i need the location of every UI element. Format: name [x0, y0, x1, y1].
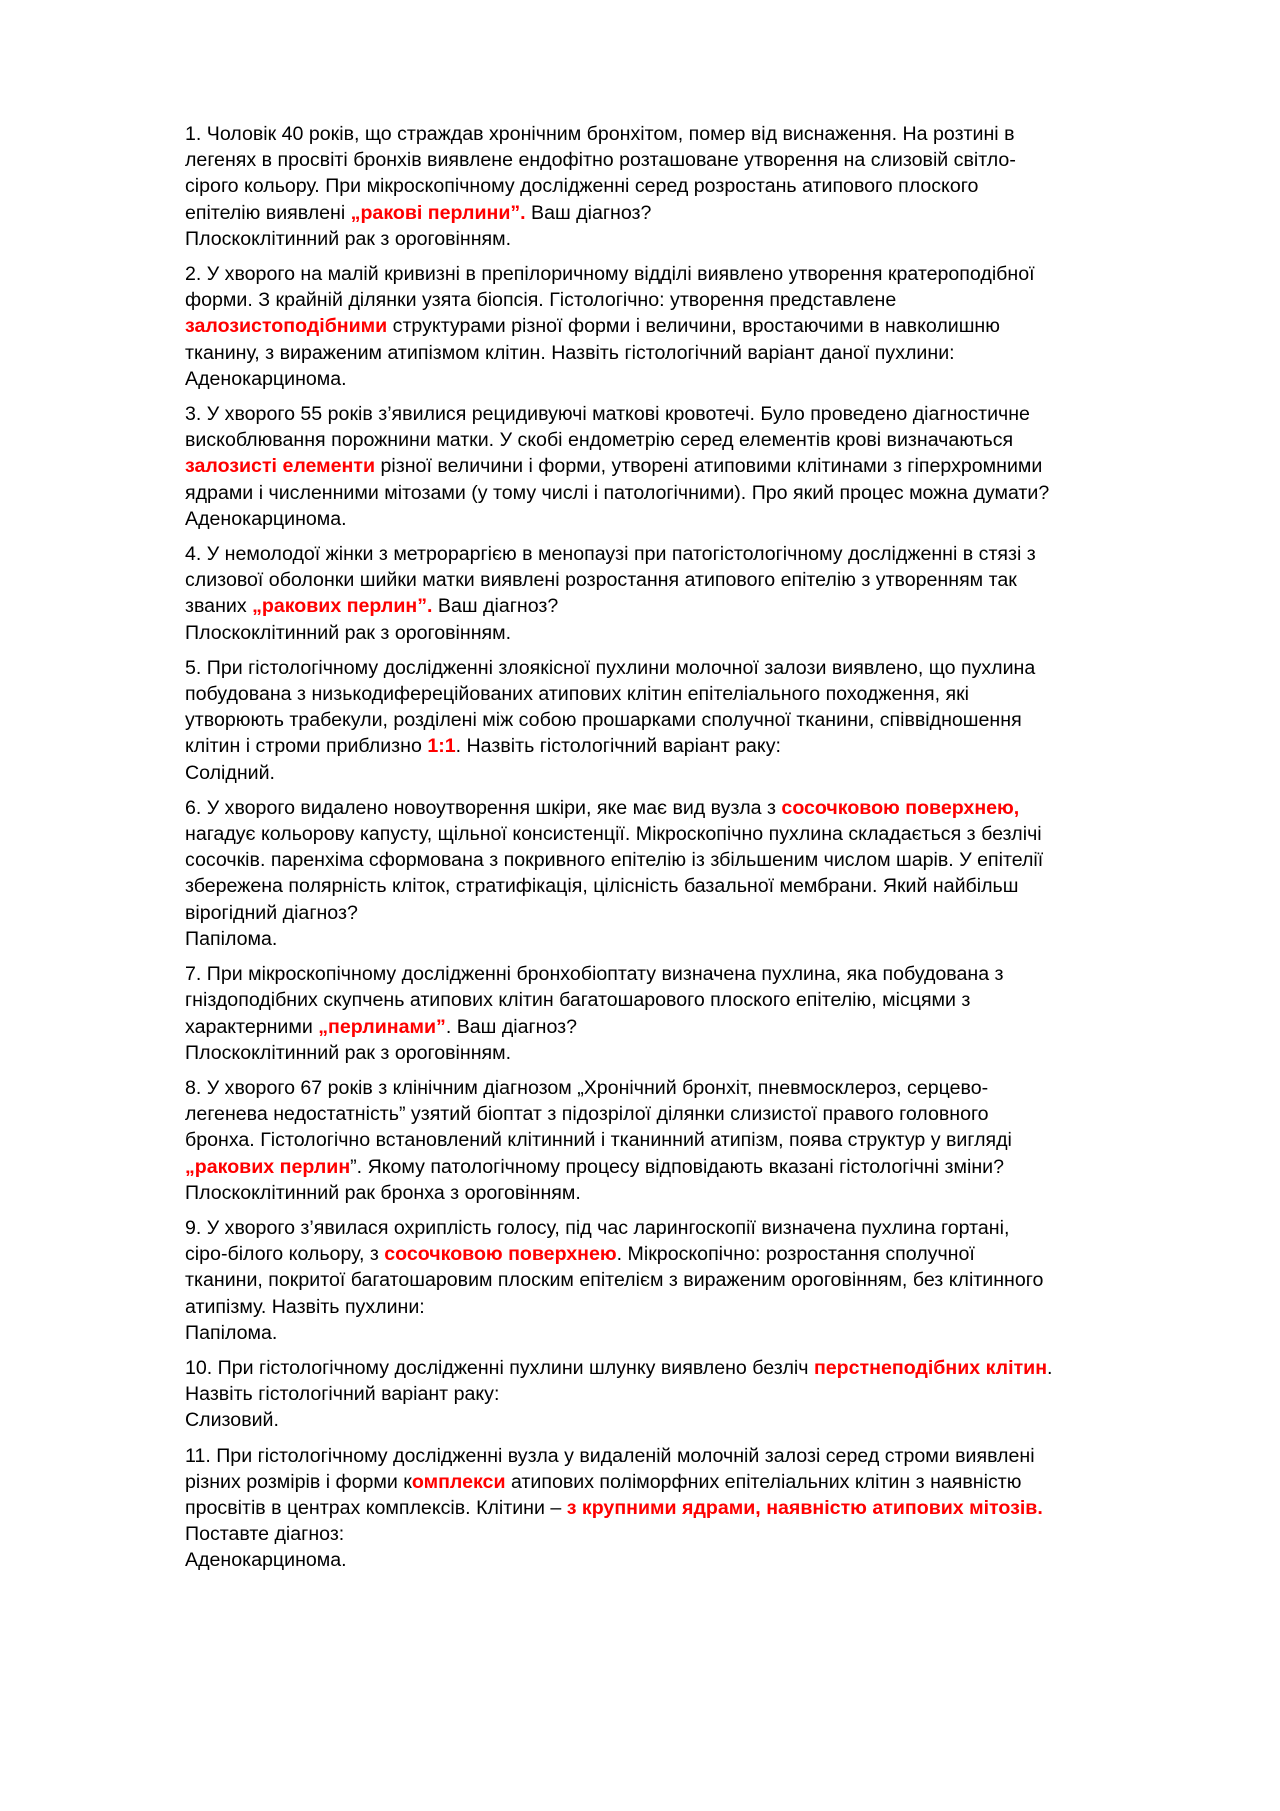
- question-line: [185, 1443, 1195, 1469]
- highlighted-term: „ракові перлини”.: [350, 201, 526, 224]
- question-text: характерними: [185, 1015, 319, 1038]
- question-text: сіро-білого кольору, з: [185, 1243, 385, 1266]
- question-text: атипових поліморфних епітеліальних клітин з наявністю: [505, 1470, 1022, 1493]
- document-page: [185, 121, 1195, 1583]
- question-text: бронха. Гістологічно встановлений клітинний і тканинний атипізм, поява структур у вигляді: [185, 1129, 1012, 1152]
- highlighted-term: залозистоподібними: [185, 315, 388, 338]
- question-text: . Назвіть гістологічний варіант раку:: [455, 735, 781, 758]
- question-line: [185, 1495, 1195, 1521]
- question-text: утворюють трабекули, розділені між собою прошарками сполучної тканини, співвідношення: [185, 709, 1022, 732]
- question-line: [185, 173, 1195, 199]
- question-line: [185, 795, 1195, 821]
- question-line: [185, 1521, 1195, 1547]
- question-item: [185, 401, 1195, 532]
- question-line: [185, 987, 1195, 1013]
- question-text: побудована з низькодиферецiйованих атипових клітин епітеліального походження, які: [185, 683, 970, 706]
- answer-text: Аденокарцинома.: [185, 367, 347, 390]
- question-text: 10. При гістологічному дослідженні пухлини шлунку виявлено безліч: [185, 1356, 814, 1379]
- question-text: . Мікроскопічно: розростання сполучної: [616, 1243, 975, 1266]
- answer-text: Плоскоклітинний рак з ороговінням.: [185, 621, 512, 644]
- question-text: ”. Якому патологічному процесу відповідають вказані гістологічні зміни?: [350, 1155, 1005, 1178]
- highlighted-term: сосочковою поверхнею: [384, 1243, 617, 1266]
- question-line: [185, 200, 1195, 226]
- question-text: 5. При гістологічному дослідженні злоякісної пухлини молочної залози виявлено, що пухлина: [185, 656, 1036, 679]
- question-line: [185, 340, 1195, 366]
- question-item: [185, 1355, 1195, 1434]
- question-item: [185, 655, 1195, 786]
- question-text: Назвіть гістологічний варіант раку:: [185, 1383, 500, 1406]
- question-text: епітелію виявлені: [185, 201, 351, 224]
- question-text: 7. При мікроскопічному дослідженні бронхобіоптату визначена пухлина, яка побудована з: [185, 963, 1004, 986]
- highlighted-term: залозисті елементи: [185, 455, 376, 478]
- question-text: Ваш діагноз?: [432, 595, 559, 618]
- question-line: [185, 261, 1195, 287]
- highlighted-term: сосочковою поверхнею,: [781, 796, 1020, 819]
- question-item: [185, 961, 1195, 1066]
- question-item: [185, 121, 1195, 252]
- answer-text: Слизовий.: [185, 1409, 279, 1432]
- question-text: форми. З крайній ділянки узята біопсія. Гістологічно: утворення представлене: [185, 289, 897, 312]
- question-line: [185, 313, 1195, 339]
- question-text: структурами різної форми і величини, вростаючими в навколишню: [387, 315, 1000, 338]
- answer-text: Плоскоклітинний рак бронха з ороговінням.: [185, 1181, 581, 1204]
- question-text: .: [1047, 1356, 1053, 1379]
- answer-text: Аденокарцинома.: [185, 507, 347, 530]
- question-text: тканину, з вираженим атипізмом клітин. Назвіть гістологічний варіант даної пухлини:: [185, 341, 955, 364]
- question-text: гніздоподібних скупчень атипових клітин багатошарового плоского епітелію, місцями з: [185, 989, 971, 1012]
- question-text: званих: [185, 595, 253, 618]
- question-text: 9. У хворого з’явилася охриплість голосу, під час ларингоскопії визначена пухлина гортані,: [185, 1216, 1010, 1239]
- question-text: вірогідний діагноз?: [185, 901, 358, 924]
- highlighted-term: 1:1: [427, 735, 456, 758]
- question-text: Ваш діагноз?: [525, 201, 652, 224]
- question-text: 2. У хворого на малій кривизні в препілоричному відділі виявлено утворення кратероподібної: [185, 263, 1035, 286]
- question-text: 1. Чоловік 40 років, що страждав хронічним бронхітом, помер від виснаження. На розтині в: [185, 123, 1015, 145]
- answer-text: Папілома.: [185, 927, 278, 950]
- question-line: [185, 1215, 1195, 1241]
- question-text: 8. У хворого 67 років з клінічним діагнозом „Хронічний бронхіт, пневмосклероз, серцево-: [185, 1076, 989, 1099]
- question-line: [185, 1267, 1195, 1293]
- highlighted-term: „ракових перлин”.: [252, 595, 433, 618]
- question-line: [185, 821, 1195, 847]
- answer-text: Солідний.: [185, 761, 275, 784]
- question-item: [185, 1443, 1195, 1574]
- question-text: легенях в просвіті бронхів виявлене ендофітно розташоване утворення на слизовій світло-: [185, 149, 1016, 172]
- question-line: [185, 1241, 1195, 1267]
- question-line: [185, 147, 1195, 173]
- question-line: [185, 1154, 1195, 1180]
- question-item: [185, 261, 1195, 392]
- question-line: [185, 681, 1195, 707]
- question-line: [185, 401, 1195, 427]
- question-item: [185, 541, 1195, 646]
- question-line: [185, 480, 1195, 506]
- answer-text: Папілома.: [185, 1321, 278, 1344]
- question-text: 4. У немолодої жінки з метрорaргією в менопаузі при патогістологічному дослідженні в стязі з: [185, 543, 1036, 566]
- question-line: [185, 707, 1195, 733]
- question-text: атипізму. Назвіть пухлини:: [185, 1295, 425, 1318]
- question-line: [185, 1294, 1195, 1320]
- answer-text: Плоскоклітинний рак з ороговінням.: [185, 1041, 512, 1064]
- question-line: [185, 1127, 1195, 1153]
- question-item: [185, 1215, 1195, 1346]
- question-line: [185, 1469, 1195, 1495]
- question-line: [185, 453, 1195, 479]
- question-line: [185, 1381, 1195, 1407]
- question-line: [185, 1075, 1195, 1101]
- question-line: [185, 847, 1195, 873]
- question-text: різної величини і форми, утворені атиповими клітинами з гіперхромними: [375, 455, 1043, 478]
- highlighted-term: „ракових перлин: [185, 1155, 351, 1178]
- question-text: різних розмірів і форми к: [185, 1470, 412, 1493]
- question-text: вискоблювання порожнини матки. У скобі ендометрію серед елементів крові визначаються: [185, 429, 1014, 452]
- answer-text: Аденокарцинома.: [185, 1549, 347, 1572]
- question-text: 3. У хворого 55 років з’явилися рецидивуючі маткові кровотечі. Було проведено діагностичне: [185, 403, 1030, 426]
- question-line: [185, 900, 1195, 926]
- question-line: [185, 1101, 1195, 1127]
- question-text: слизової оболонки шийки матки виявлені розростання атипового епітелію з утворенням так: [185, 569, 1017, 592]
- question-line: [185, 733, 1195, 759]
- highlighted-term: омплекси: [411, 1470, 506, 1493]
- highlighted-term: „перлинами”: [318, 1015, 446, 1038]
- highlighted-term: перстнеподібних клітин: [813, 1356, 1048, 1379]
- question-line: [185, 541, 1195, 567]
- question-text: нагадує кольорову капусту, щільної консистенції. Мікроскопічно пухлина складається з безлічі: [185, 823, 1042, 846]
- question-text: сосочків. паренхіма сформована з покривного епітелію із збільшеним числом шарів. У епітелії: [185, 849, 1044, 872]
- question-text: ядрами і численними мітозами (у тому числі і патологічними). Про який процес можна думати?: [185, 481, 1050, 504]
- question-line: [185, 567, 1195, 593]
- question-text: . Ваш діагноз?: [445, 1015, 578, 1038]
- question-line: [185, 593, 1195, 619]
- question-text: клітин і строми приблизно: [185, 735, 428, 758]
- question-text: тканини, покритої багатошаровим плоским епітелієм з вираженим ороговінням, без клітинного: [185, 1269, 1044, 1292]
- question-item: [185, 1075, 1195, 1206]
- question-line: [185, 655, 1195, 681]
- question-text: 11. При гістологічному дослідженні вузла у видаленій молочній залозі серед строми виявлені: [185, 1444, 1035, 1467]
- question-line: [185, 121, 1195, 147]
- question-text: Поставте діагноз:: [185, 1523, 345, 1546]
- question-line: [185, 873, 1195, 899]
- question-line: [185, 427, 1195, 453]
- question-text: просвітів в центрах комплексів. Клітини –: [185, 1496, 567, 1519]
- question-line: [185, 961, 1195, 987]
- question-item: [185, 795, 1195, 952]
- question-line: [185, 287, 1195, 313]
- highlighted-term: з крупними ядрами, наявністю атипових мітозів.: [566, 1496, 1043, 1519]
- question-text: легенева недостатність” узятий біоптат з підозрілої ділянки слизистої правого головного: [185, 1103, 989, 1126]
- question-line: [185, 1355, 1195, 1381]
- question-text: 6. У хворого видалено новоутворення шкіри, яке має вид вузла з: [185, 796, 782, 819]
- question-text: сірого кольору. При мікроскопічному дослідженні серед розростань атипового плоского: [185, 175, 979, 198]
- answer-text: Плоскоклітинний рак з ороговінням.: [185, 227, 512, 250]
- question-text: збережена полярність кліток, стратифікація, цілісність базальної мембрани. Який найбільш: [185, 875, 1019, 898]
- question-line: [185, 1014, 1195, 1040]
